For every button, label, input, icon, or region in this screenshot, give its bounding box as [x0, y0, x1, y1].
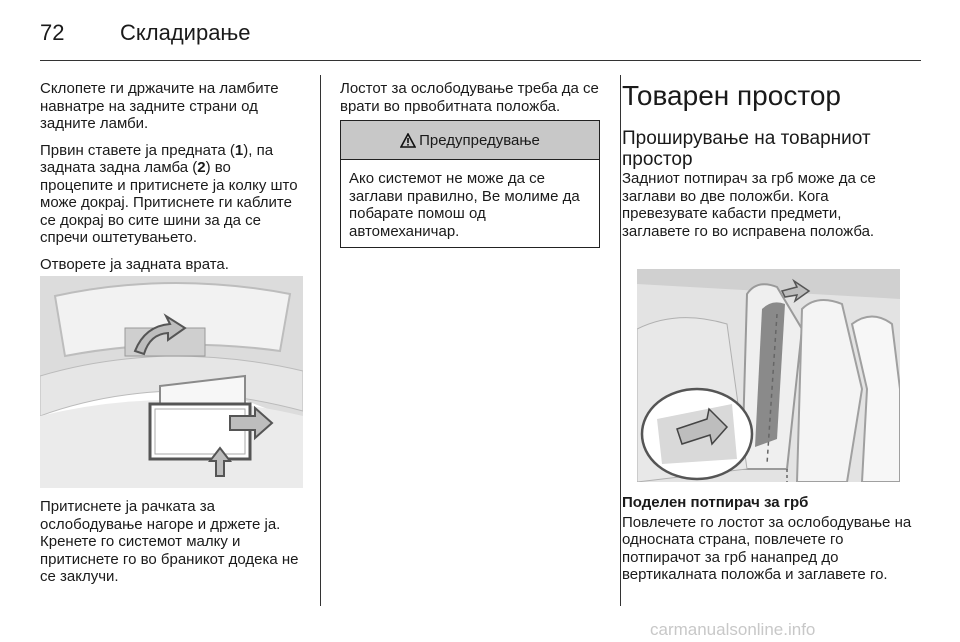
illustration-rear-seat: [637, 269, 900, 482]
column-1-bottom: [40, 498, 308, 595]
subheading-split-backrest: Поделен потпирач за грб: [622, 494, 809, 511]
warning-header: [341, 121, 599, 160]
subheading-extend-cargo: Проширување на товарниот простор: [622, 128, 871, 170]
warning-triangle-icon: [400, 133, 416, 148]
paragraph-fold-holders: Склопете ги држачите на ламбите навнатре на задните страни од задните ламби.: [40, 80, 279, 132]
column-3: [622, 80, 912, 249]
watermark: carmanualsonline.info: [650, 620, 816, 639]
heading-cargo-space: Товарен простор: [622, 80, 841, 111]
column-3-bottom: [622, 494, 912, 593]
page-number: 72: [40, 20, 65, 45]
page-header: [40, 14, 920, 54]
callout-number-1: 1: [234, 141, 244, 159]
text-segment: ), па задната задна ламба (: [40, 141, 274, 176]
paragraph-pull-lever: Повлечете го лостот за ослободување на односната страна, повлечете го потпирачот за грб нанапред до вертикалната положба и заглавете го.: [622, 513, 912, 583]
column-divider-1: [320, 75, 321, 606]
column-2: [340, 80, 602, 124]
text-segment: Првин ставете ја предната (: [40, 141, 235, 159]
column-divider-2: [620, 75, 621, 606]
paragraph-release-handle: Притиснете ја рачката за ослободување нагоре и држете ја. Кренете го системот малку и притиснете го во браникот додека не се заклучи.: [40, 498, 299, 585]
paragraph-backrest-positions: Задниот потпирач за грб може да се заглави во две положби. Кога превезувате кабасти предмети, заглавете го во исправена положба.: [622, 170, 876, 240]
callout-number-2: 2: [197, 159, 206, 176]
warning-text: Ако системот не може да се заглави правилно, Ве молиме да побарате помош од автомеханичар.: [349, 170, 580, 240]
warning-title: Предупредување: [419, 131, 540, 149]
warning-box: [340, 120, 600, 248]
paragraph-return-lever: Лостот за ослободување треба да се врати во првобитната положба.: [340, 80, 599, 115]
section-title: Складирање: [120, 20, 251, 45]
column-1: [40, 80, 308, 282]
paragraph-insert-lamps: [40, 142, 308, 247]
paragraph-open-tailgate: Отворете ја задната врата.: [40, 255, 229, 273]
header-rule: [40, 60, 921, 61]
illustration-rear-carrier: [40, 276, 303, 488]
text-segment: ) во процепите и притиснете ја колку што може докрај. Притиснете ги каблите се докрај во сите шини за да се спречи оштетувањето.: [40, 159, 298, 246]
